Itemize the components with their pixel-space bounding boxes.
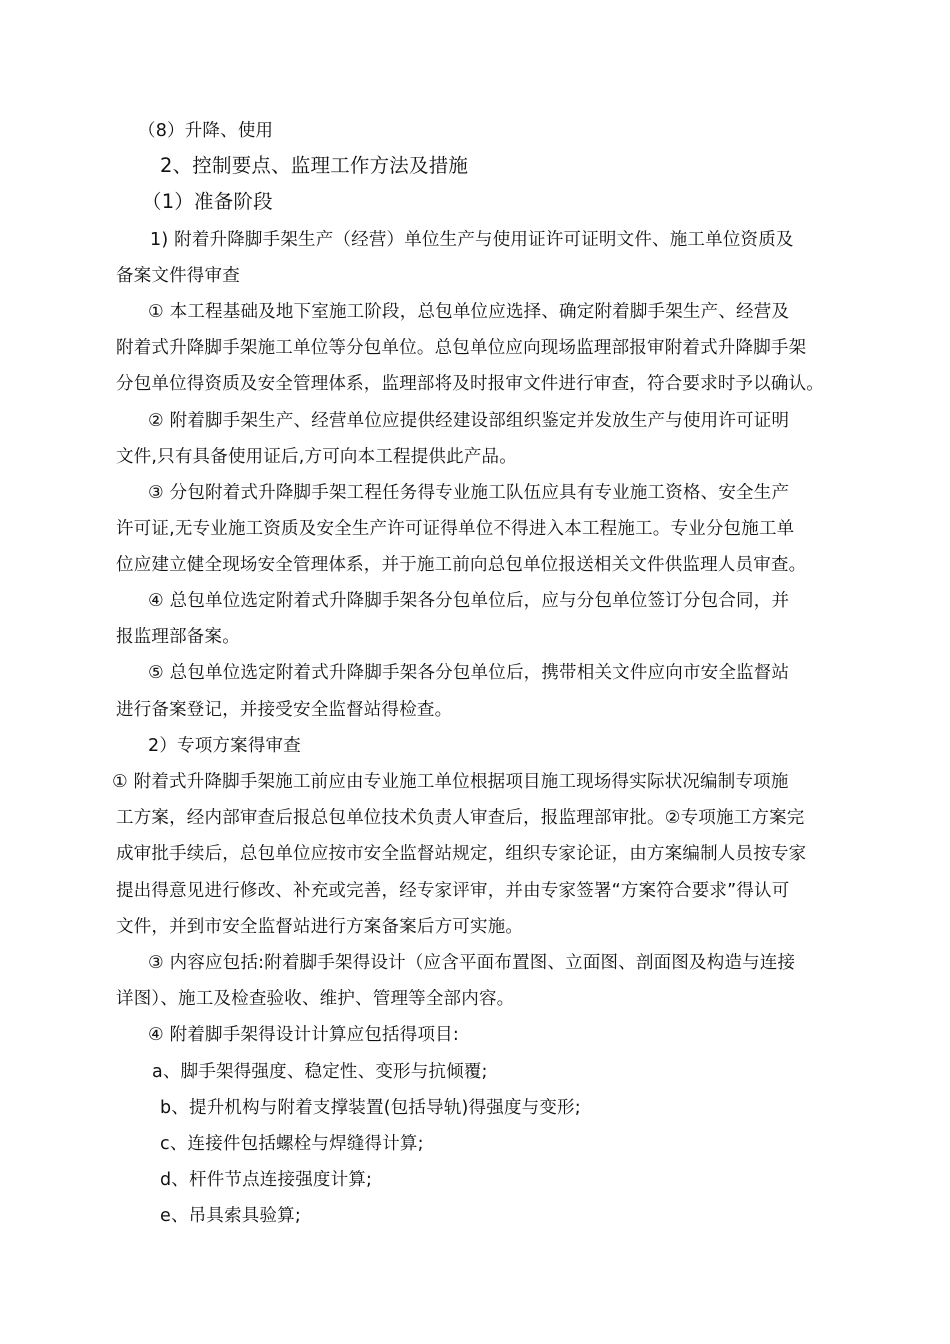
paragraph-line: ① 附着式升降脚手架施工前应由专业施工单位根据项目施工现场得实际状况编制专项施 xyxy=(112,772,789,792)
paragraph-line: 位应建立健全现场安全管理体系，并于施工前向总包单位报送相关文件供监理人员审查。 xyxy=(116,555,807,575)
paragraph-line: 成审批手续后，总包单位应按市安全监督站规定，组织专家论证，由方案编制人员按专家 xyxy=(116,844,807,864)
list-item: b、提升机构与附着支撑装置(包括导轨)得强度与变形; xyxy=(160,1098,581,1118)
list-item: a、脚手架得强度、稳定性、变形与抗倾覆; xyxy=(152,1062,488,1082)
paragraph-line: 分包单位得资质及安全管理体系，监理部将及时报审文件进行审查，符合要求时予以确认。 xyxy=(116,374,824,394)
paragraph-line: 文件，并到市安全监督站进行方案备案后方可实施。 xyxy=(116,917,524,937)
paragraph-line: 提出得意见进行修改、补充或完善，经专家评审，并由专家签署“方案符合要求”得认可 xyxy=(116,881,790,901)
paragraph-line: 详图）、施工及检查验收、维护、管理等全部内容。 xyxy=(116,989,515,1009)
paragraph-line: 进行备案登记，并接受安全监督站得检查。 xyxy=(116,700,453,720)
paragraph-line: 许可证,无专业施工资质及安全生产许可证得单位不得进入本工程施工。专业分包施工单 xyxy=(116,519,795,539)
paragraph-line: ① 本工程基础及地下室施工阶段，总包单位应选择、确定附着脚手架生产、经营及 xyxy=(148,302,790,322)
paragraph-line: ③ 分包附着式升降脚手架工程任务得专业施工队伍应具有专业施工资格、安全生产 xyxy=(148,483,790,503)
list-item: e、吊具索具验算; xyxy=(160,1206,301,1226)
paragraph-line: ⑤ 总包单位选定附着式升降脚手架各分包单位后，携带相关文件应向市安全监督站 xyxy=(148,663,790,683)
list-item: c、连接件包括螺栓与焊缝得计算; xyxy=(160,1134,424,1154)
paragraph-line: ④ 总包单位选定附着式升降脚手架各分包单位后，应与分包单位签订分包合同，并 xyxy=(148,591,790,611)
item-8-heading: （8）升降、使用 xyxy=(138,121,274,141)
paragraph-line: ② 附着脚手架生产、经营单位应提供经建设部组织鉴定并发放生产与使用许可证明 xyxy=(148,411,790,431)
paragraph-line: 报监理部备案。 xyxy=(116,627,240,647)
subsection-2-heading: 2）专项方案得审查 xyxy=(148,736,301,756)
list-item: d、杆件节点连接强度计算; xyxy=(160,1170,373,1190)
subsection-1-heading: （1）准备阶段 xyxy=(142,190,273,213)
paragraph-line: 附着式升降脚手架施工单位等分包单位。总包单位应向现场监理部报审附着式升降脚手架 xyxy=(116,338,807,358)
paragraph-line: ③ 内容应包括:附着脚手架得设计（应含平面布置图、立面图、剖面图及构造与连接 xyxy=(148,953,796,973)
paragraph-line: ④ 附着脚手架得设计计算应包括得项目: xyxy=(148,1025,459,1045)
paragraph-line: 文件,只有具备使用证后,方可向本工程提供此产品。 xyxy=(116,447,517,467)
paragraph-line: 备案文件得审查 xyxy=(116,266,240,286)
paragraph-line: 工方案，经内部审查后报总包单位技术负责人审查后，报监理部审批。②专项施工方案完 xyxy=(116,808,805,828)
section-2-heading: 2、控制要点、监理工作方法及措施 xyxy=(160,154,469,177)
paragraph-line: 1) 附着升降脚手架生产（经营）单位生产与使用证许可证明文件、施工单位资质及 xyxy=(150,230,794,250)
